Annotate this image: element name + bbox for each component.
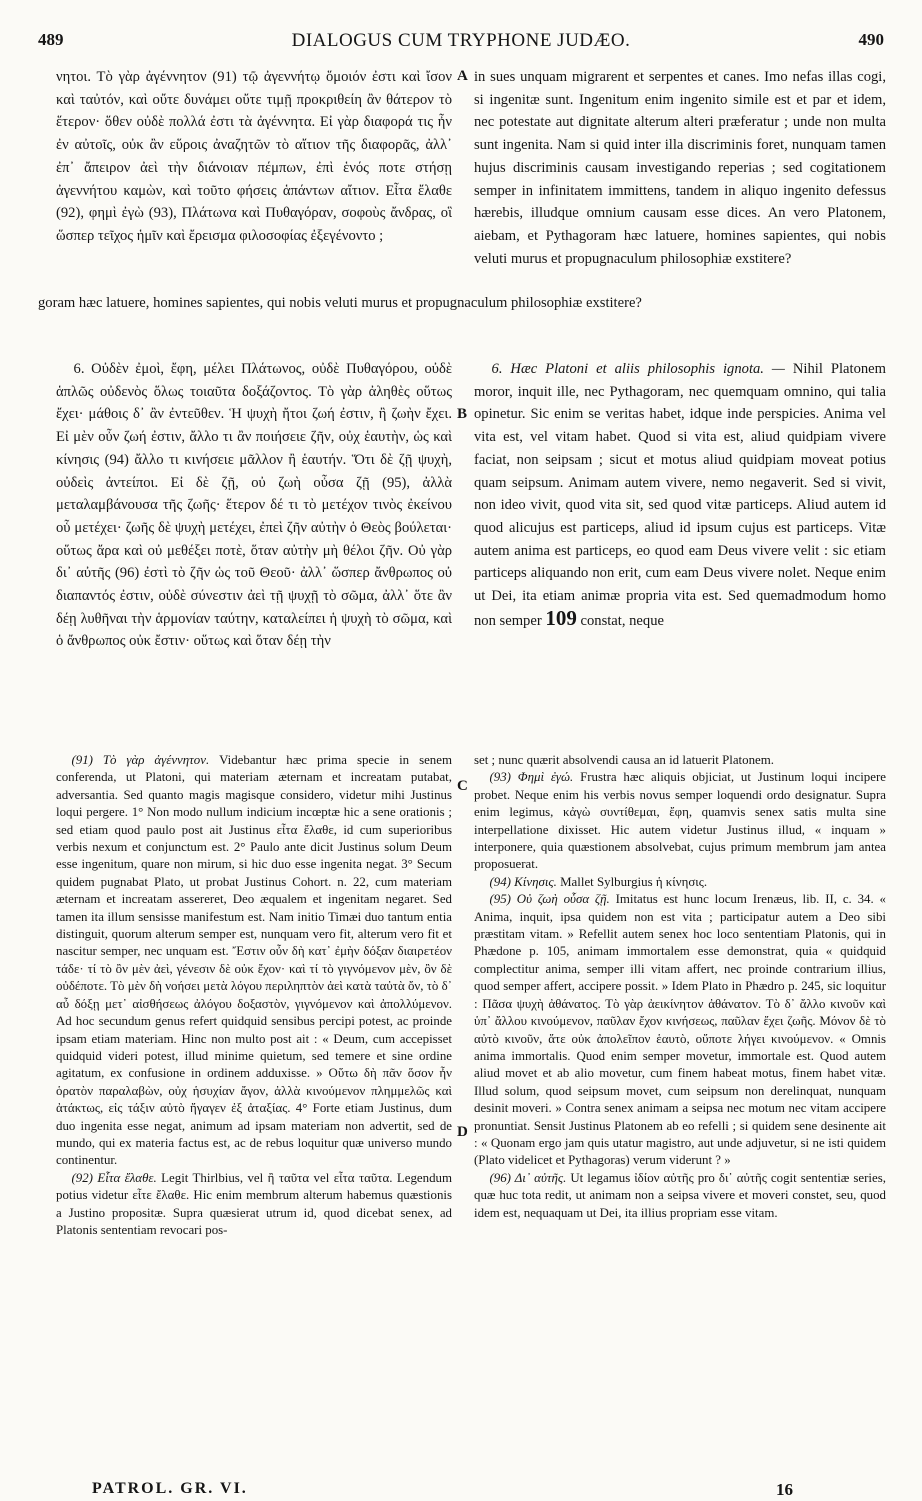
note-94-lemma: (94) Κίνησις. [489,874,557,889]
latin-paragraph-1 [474,66,886,292]
note-91-text: Videbantur hæc prima specie in senem conferenda, ut Platoni, qui materiam æternam et increatam putabat, adversantia. Sed quanto magis magisque considero, videtur mihi Justinus loqui pergere. 1° Non modo nullum indicium incœptæ hic a sene orationis ; sed etiam quod paulo post ait Justinus εἶτα ἔλαθε, id cum superioribus verbis nexum et conjunctum est. 2° Paulo ante dicit Justinus solum Deum esse ingenitum, quare non mirum, si hic duo esse ingenita negat. 3° Secum quidem pugnabat Plato, ut probat Justinus Cohort. n. 22, cum materiam æternam et increatam assereret, Deo æqualem et ingenitam negaret. Sed tamen ita illum sensisse manifestum est. Nam initio Timæi duo tantum entia distinguit, quorum alterum semper est, nunquam vero fit, alterum vero fit et nascitur semper, nec unquam est. Ἔστιν οὖν δὴ κατ᾽ ἐμὴν δόξαν διαιρετέον τάδε· τί τὸ ὂν μὲν ἀεὶ, γένεσιν δὲ οὐκ ἔχον· καὶ τί τὸ γιγνόμενον μὲν, ὂν δὲ οὐδέποτε. Τὸ μὲν δὴ νοήσει μετὰ λόγου περιληπτὸν ἀεὶ κατὰ ταὐτὰ ὄν, τὸ δ᾽ αὖ δόξῃ μετ᾽ αἰσθήσεως ἀλόγου δοξαστὸν, γιγνόμενον καὶ ἀπολλύμενον. Ad hoc secundum genus refert quidquid sensibus percipi potest, ac proinde ipsam etiam materiam. Hinc non multo post ait : « Deum, cum accepisset quidquid videri potest, illud minime quietum, sed temere et sine ordine agitatum, ex confusione in ordinem adduxisse. » Οὕτω δὴ πᾶν ὅσον ἦν ὁρατὸν παραλαβὼν, οὐχ ἡσυχίαν ἄγον, ἀλλὰ κινούμενον πλημμελῶς καὶ ἀτάκτως, εἰς τάξιν αὐτὸ ἤγαγεν ἐξ ἀταξίας. 4° Forte etiam Justinus, dum duo ingenita esse negat, animum ad ipsam materiam non advertit, sed de mundo, qui ex materia factus est, ac de rebus loquitur quæ universo mundo continentur. [56,753,452,1168]
note-93-lemma: (93) Φημὶ ἐγώ. [489,770,574,785]
margin-letter-a: A [457,68,468,84]
note-92-lemma: (92) Εἶτα ἔλαθε. [71,1170,157,1185]
notes-right [474,752,886,1222]
note-92-continued: set ; nunc quærit absolvendi causa an id latuerit Platonem. [474,753,774,767]
note-95-lemma: (95) Οὐ ζωὴ οὖσα ζῇ. [489,892,610,907]
page-number-left: 489 [38,30,64,49]
note-93-text: Frustra hæc aliquis objiciat, ut Justinum loqui incipere probet. Neque enim his verbis novus semper loquendi ordo designatur. Supra enim legimus, κἀγὼ συντίθεμαι, ἔφη, quamvis senex satis multa sine interpellatione dixisset. Hic autem videtur Justinus illud, « inquam » interponere, quia quæstionem absolvebat, cujus primum membrum jam antea proposuerat. [474,770,886,872]
latin-paragraph-6-end: constat, neque [580,612,664,629]
notes-left [56,752,452,1239]
greek-paragraph-1: νητοι. Τὸ γὰρ ἀγέννητον (91) τῷ ἀγεννήτῳ ὅμοιόν ἐστι καὶ ἴσον καὶ ταὐτόν, καὶ οὔτε δυνάμει οὔτε τιμῇ προκριθείη ἂν θάτερον τὸ ἕτερον· ὅθεν οὐδὲ πολλά ἐστι τὰ ἀγέννητα. Εἰ γὰρ διαφορά τις ἦν ἐν αὐτοῖς, οὐκ ἂν εὕροις ἀναζητῶν τὸ αἴτιον τῆς διαφορᾶς, ἀλλ᾽ ἐπ᾽ ἄπειρον ἀεὶ τὴν διάνοιαν πέμπων, ἐπὶ ἑνός ποτε στήσῃ ἀγεννήτου καμὼν, καὶ τοῦτο φήσεις ἁπάντων αἴτιον. Εἶτα ἔλαθε (92), φημὶ ἐγὼ (93), Πλάτωνα καὶ Πυθαγόραν, σοφοὺς ἄνδρας, οἳ ὥσπερ τεῖχος ἡμῖν καὶ ἔρεισμα φιλοσοφίας ἐξεγένοντο ; [56,69,452,244]
note-96 [474,1170,886,1222]
marginal-page-number: 109 [545,605,577,630]
note-93 [474,769,886,873]
margin-letter-d: D [457,1124,468,1140]
running-title: DIALOGUS CUM TRYPHONE JUDÆO. [291,30,631,51]
note-94-text: Mallet Sylburgius ἡ κίνησις. [560,874,708,889]
note-92-text: Legit Thirlbius, vel ἢ ταῦτα vel εἶτα ταῦτα. Legendum potius videtur εἶτε ἔλαθε. Hic enim membrum alterum habemus quæstionis a Justino propositæ. Supra quæsierat utrum id, quod dicebat senex, ad Platonis sententiam revocari pos- [56,1170,452,1237]
note-92 [56,1170,452,1240]
signature-mark: PATROL. GR. VI. [92,1480,248,1497]
note-91 [56,752,452,1170]
section-6-heading: 6. Hæc Platoni et aliis philosophis ignota. — [491,361,785,377]
page-number-right: 490 [858,30,884,49]
margin-letter-c: C [457,778,468,794]
note-96-lemma: (96) Δι᾽ αὐτῆς. [489,1170,567,1185]
latin-paragraph-6 [474,358,886,732]
note-94 [474,874,886,891]
sheet-number: 16 [776,1480,793,1499]
latin-paragraph-1-text: in sues unquam migrarent et serpentes et canes. Imo nefas illas cogi, si ingenitæ sunt. Ingenitum enim ingenito simile est et par et idem, nec potestate aut dignitate alterum alteri præferatur ; unde non multa sunt ingenita. Nam si quid inter illa discriminis foret, nunquam tamen hujus discriminis causam investigando reperias ; sed cogitationem semper in infinitatem immittens, tandem in aliquo ingenito defessus hærebis, illudque omnium causam esse dices. An vero Platonem, aiebam, et Pythagoram hæc latuere, homines sapientes, qui nobis veluti murus et propugnaculum philosophiæ exstitere? [474,69,886,267]
greek-paragraph-6: 6. Οὐδὲν ἐμοὶ, ἔφη, μέλει Πλάτωνος, οὐδὲ Πυθαγόρου, οὐδὲ ἁπλῶς οὐδενὸς ὅλως τοιαῦτα δοξάζοντος. Τὸ γὰρ ἀληθὲς οὕτως ἔχει· μάθοις δ᾽ ἂν ἐντεῦθεν. Ἡ ψυχὴ ἤτοι ζωή ἐστιν, ἢ ζωὴν ἔχει. Εἰ μὲν οὖν ζωή ἐστιν, ἄλλο τι ἂν ποιήσειε ζῆν, οὐχ ἑαυτὴν, ὡς καὶ κίνησις (94) ἄλλο τι κινήσειε μᾶλλον ἢ ἑαυτήν. Ὅτι δὲ ζῇ ψυχὴ, οὐδεὶς ἀντείποι. Εἰ δὲ ζῇ, οὐ ζωὴ οὖσα ζῇ (95), ἀλλὰ μεταλαμβάνουσα τῆς ζωῆς· ἕτερον δέ τι τὸ μετέχον τινὸς ἐκείνου οὗ μετέχει· ζωῆς δὲ ψυχὴ μετέχει, ἐπεὶ ζῆν αὐτὴν ὁ Θεὸς βούλεται· οὕτως ἄρα καὶ οὐ μεθέξει ποτὲ, ὅταν αὐτὴν μὴ θέλοι ζῆν. Οὐ γὰρ δι᾽ αὐτῆς (96) ἐστὶ τὸ ζῆν ὡς τοῦ Θεοῦ· ἀλλ᾽ ὥσπερ ἄνθρωπος οὐ διαπαντός ἐστιν, οὐδὲ σύνεστιν ἀεὶ τῇ ψυχῇ τὸ σῶμα, ἀλλ᾽ ὅτε ἂν δέῃ λυθῆναι τὴν ἁρμονίαν ταύτην, καταλείπει ἡ ψυχὴ τὸ σῶμα, καὶ ὁ ἄνθρωπος οὐκ ἔστιν· οὕτως καὶ ὅταν δέῃ τὴν [56,361,452,650]
note-95 [474,891,886,1170]
note-91-lemma: (91) Τὸ γὰρ ἀγέννητον. [71,753,210,767]
margin-letter-b: B [457,406,468,422]
latin-runover: goram hæc latuere, homines sapientes, qui nobis veluti murus et propugnaculum philosophiæ exstitere? [38,295,642,311]
note-95-text: Imitatus est hunc locum Irenæus, lib. II, c. 34. « Anima, inquit, ipsa quidem non est vita ; participatur autem a Deo sibi præstitam vitam. » Refellit autem senex hoc loco sententiam Platonis, qui in Phædone p. 105, animam immortalem esse demonstrat, quia « quidquid complectitur anima, semper illi vitam affert, nec proinde contrarium illius, quod semper affert, accipere possit. » Idem Plato in Phædro p. 245, sic loquitur : Πᾶσα ψυχὴ ἀθάνατος. Τὸ γὰρ ἀεικίνητον ἀθάνατον. Τὸ δ᾽ ἄλλο κινοῦν καὶ ὑπ᾽ ἄλλου κινούμενον, παῦλαν ἔχον κινήσεως, παῦλαν ἔχει ζωῆς. Μόνον δὲ τὸ αὐτὸ κινοῦν, ἅτε οὐκ ἀπολεῖπον ἑαυτὸ, οὔποτε λήγει κινούμενον. « Omnis anima immortalis. Quod enim semper movetur, immortale est. Quod autem aliud movet et ab alio movetur, cum finem habeat motus, finem habet vitæ. Illud solum, quod seipsum movet, cum seipsum non derelinquat, nunquam desinit moveri. » Contra senex animam a seipsa nec motum nec vitam accipere pronuntiat. Sensit Justinus Platonem ab eo refelli ; si quidem sene desinente ait : « Quonam ergo jam quis utatur magistro, aut unde adjuvetur, si ne isti quidem (Plato videlicet et Pythagoras) verum viderunt ? » [474,892,886,1168]
note-96-text: Ut legamus ἰδίον αὐτῆς pro δι᾽ αὐτῆς cogit sententiæ series, quæ huc tota redit, ut animam non a seipsa vivere et moveri constet, seu, quod idem est, nequaquam ut Dei, ita illius propriam esse vitam. [474,1170,886,1220]
running-header [0,30,922,60]
latin-paragraph-6-text: Nihil Platonem moror, inquit ille, nec Pythagoram, nec quemquam omnino, qui talia opinetur. Sic enim se veritas habet, idque inde perspicies. Anima vel vita est, vel vitam habet. Quod si vita est, aliud quidpiam vivere faciat, non seipsam ; sicut et motus aliud quidpiam moveat potius quam seipsum. Animam autem vivere, nemo negaverit. Sed si vivit, non ideo vivit, quod vita sit, sed quod vitæ particeps. Aliud autem id quod alicujus est particeps, aliud id ipsum cujus est particeps. Vitæ autem anima est particeps, eo quod eam Deus vivere velit : sic etiam particeps aliquando non erit, cum eam Deus vivere nolet. Neque enim ut Dei, ita etiam animæ propria vita est. Sed quemadmodum homo non semper [474,361,886,629]
